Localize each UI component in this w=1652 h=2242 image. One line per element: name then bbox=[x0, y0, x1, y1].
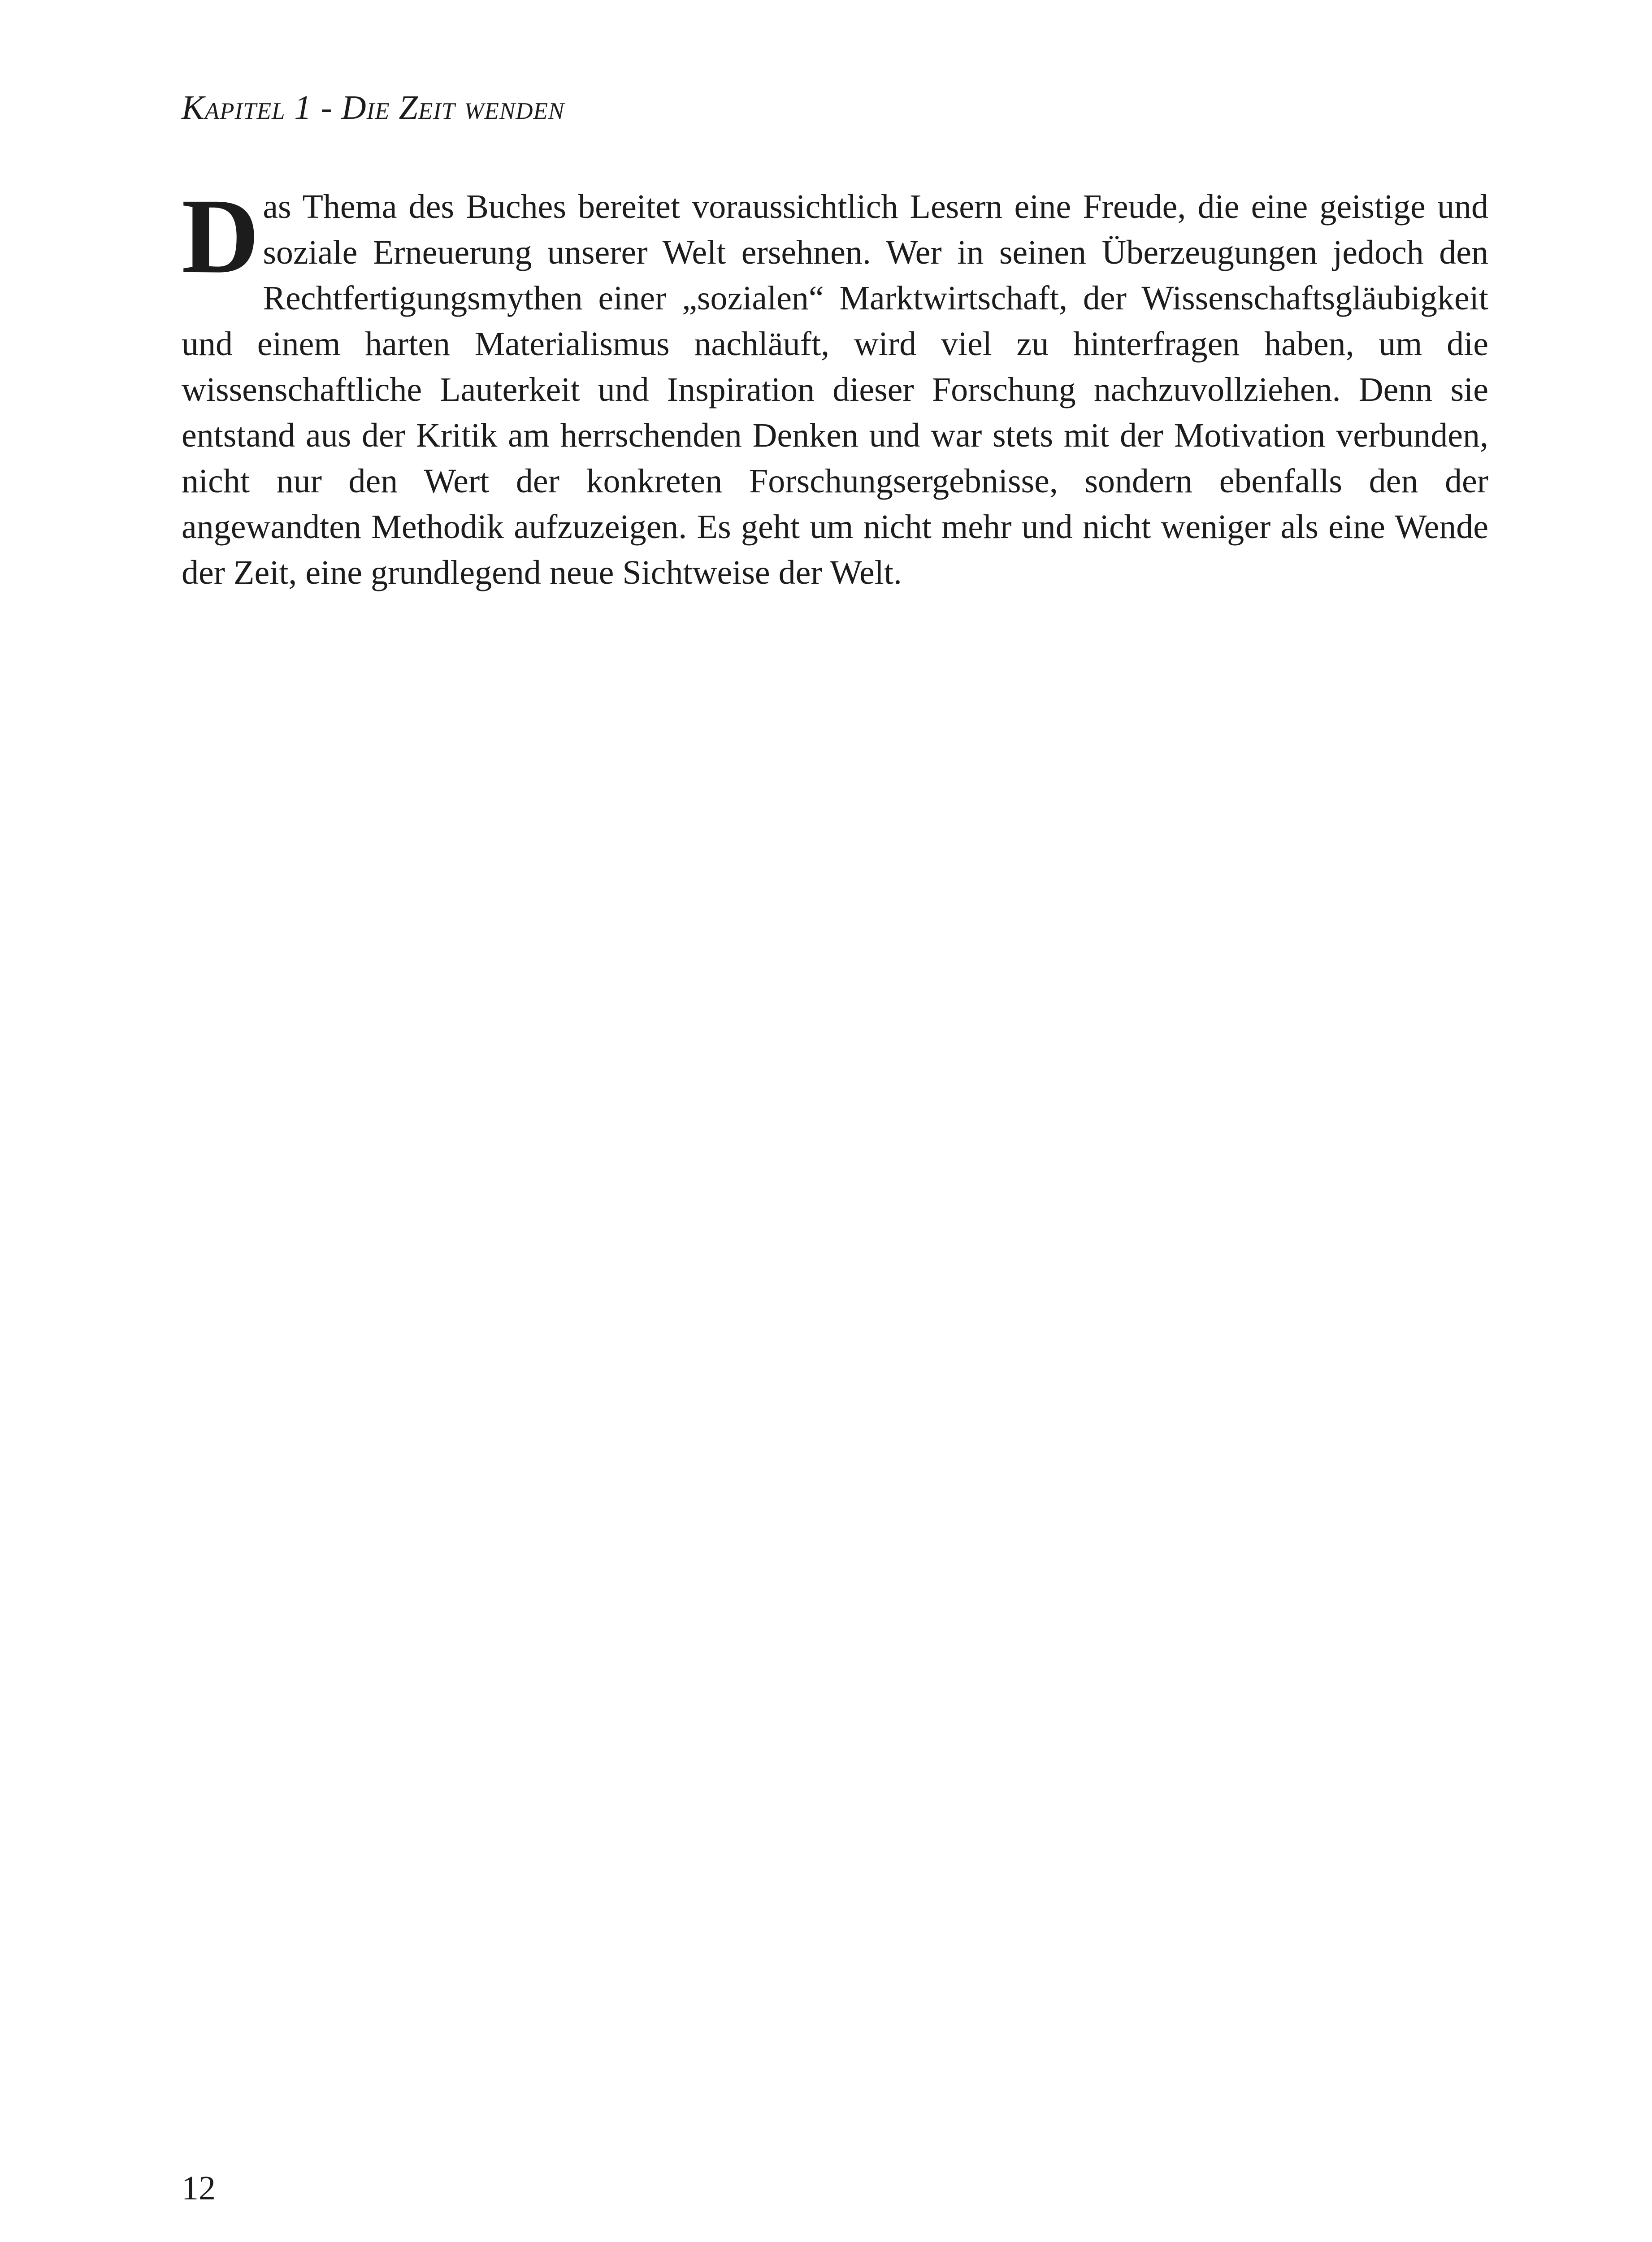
body-paragraph bbox=[182, 176, 1488, 595]
running-header: Kapitel 1 - Die Zeit wenden bbox=[182, 89, 565, 126]
page-number: 12 bbox=[182, 2169, 216, 2207]
drop-cap: D bbox=[182, 176, 260, 295]
paragraph-text: as Thema des Buches bereitet voraussichtlich Lesern eine Freude, die eine geistige und soziale Erneuerung unserer Welt ersehnen. Wer in seinen Überzeugungen jedoch den Rechtfertigungsmythen einer „sozialen“ Marktwirtschaft, der Wissenschaftsgläubigkeit und einem harten Materialismus nachläuft, wird viel zu hinterfragen haben, um die wissenschaftliche Lauterkeit und Inspiration dieser Forschung nachzuvollziehen. Denn sie entstand aus der Kritik am herrschenden Denken und war stets mit der Motivation verbunden, nicht nur den Wert der konkreten Forschungsergebnisse, sondern ebenfalls den der angewandten Methodik aufzuzeigen. Es geht um nicht mehr und nicht weniger als eine Wende der Zeit, eine grundlegend neue Sichtweise der Welt. bbox=[182, 188, 1488, 591]
